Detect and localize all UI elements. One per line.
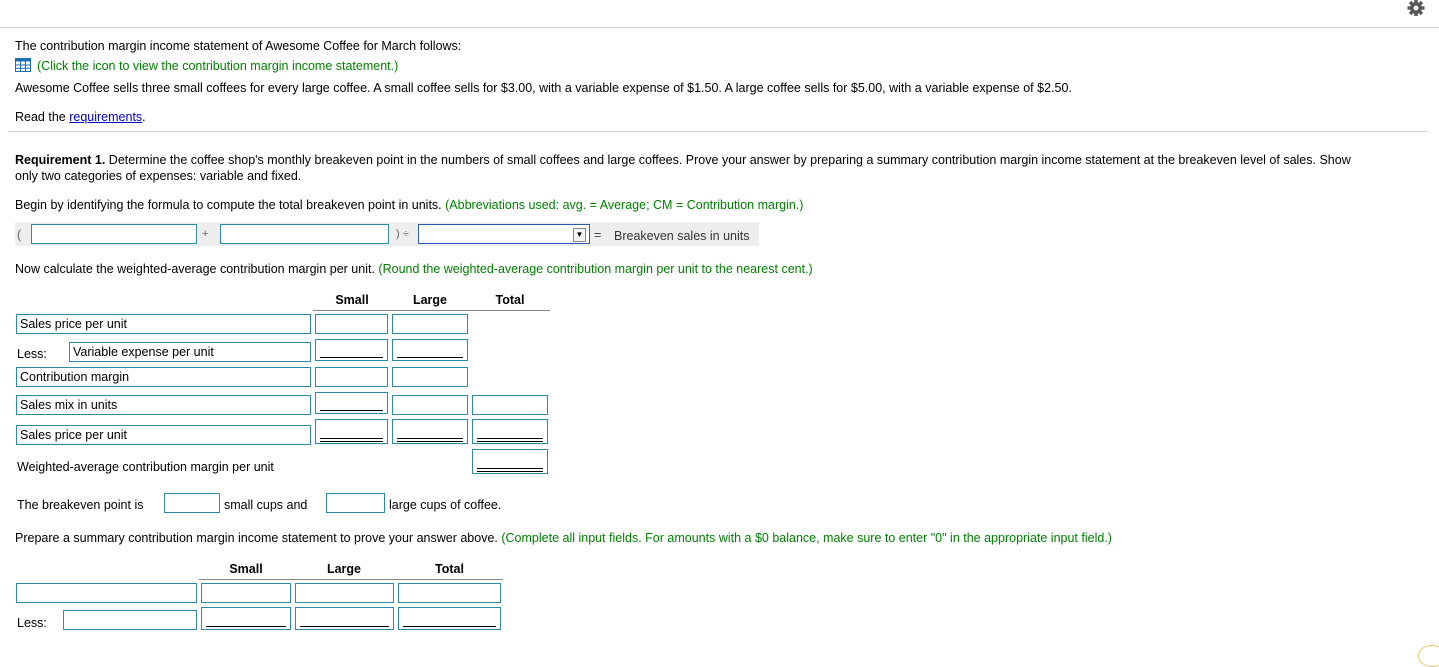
formula-input-1[interactable]	[31, 224, 197, 244]
plus-sign: +	[202, 228, 209, 240]
breakeven-mid: small cups and	[224, 498, 308, 512]
summary-header-underline	[199, 579, 503, 580]
col-total-header: Total	[495, 293, 525, 307]
breakeven-sales-label: Breakeven sales in units	[614, 229, 750, 243]
summary-row2-large-input[interactable]	[295, 607, 394, 630]
formula-input-2[interactable]	[220, 224, 389, 244]
total-row5-input[interactable]	[472, 419, 548, 444]
row-sales-mix-label[interactable]: Sales mix in units	[16, 395, 311, 415]
section-divider	[8, 131, 1428, 132]
small-sales-price-input[interactable]	[315, 314, 388, 334]
breakeven-suffix: large cups of coffee.	[389, 498, 502, 512]
summary-row1-label-input[interactable]	[16, 583, 197, 603]
large-row5-input[interactable]	[392, 419, 468, 444]
top-divider	[0, 27, 1439, 28]
breakeven-prefix: The breakeven point is	[17, 498, 144, 512]
header-underline	[313, 310, 550, 311]
intro-text: The contribution margin income statement of Awesome Coffee for March follows:	[15, 39, 462, 53]
summary-row1-large-input[interactable]	[295, 583, 394, 603]
large-contribution-margin-input[interactable]	[392, 367, 468, 387]
chevron-down-icon[interactable]: ▼	[573, 228, 586, 242]
large-variable-expense-input[interactable]	[392, 339, 468, 361]
row-contribution-margin-label[interactable]: Contribution margin	[16, 367, 311, 387]
summary-row1-total-input[interactable]	[398, 583, 501, 603]
requirement-1-text	[15, 153, 1425, 167]
table-icon[interactable]	[15, 58, 31, 72]
col-small-header: Small	[335, 293, 369, 307]
formula-prompt	[15, 198, 803, 212]
equals-sign: =	[594, 228, 602, 242]
small-row5-input[interactable]	[315, 419, 388, 444]
intro-details: Awesome Coffee sells three small coffees for every large coffee. A small coffee sells for $3.00, with a variable expense of $1.50. A large coffee sells for $5.00, with a variable expense of $2.50.	[15, 81, 1072, 95]
small-variable-expense-input[interactable]	[315, 339, 388, 361]
small-sales-mix-input[interactable]	[315, 392, 388, 414]
summary-row1-small-input[interactable]	[201, 583, 291, 603]
divide-sign: ) ÷	[396, 228, 409, 240]
income-statement-link[interactable]	[15, 58, 398, 73]
wacm-per-unit-label: Weighted-average contribution margin per unit	[17, 460, 274, 474]
formula-dropdown[interactable]	[418, 224, 590, 244]
requirements-link[interactable]: requirements	[69, 110, 143, 124]
requirement-1-body: Determine the coffee shop's monthly breakeven point in the numbers of small coffees and large coffees. Prove your answer by preparing a summary contribution margin income statement at the breakeven level of sales. Show	[105, 153, 1351, 167]
formula-prompt-text: Begin by identifying the formula to compute the total breakeven point in units.	[15, 198, 442, 212]
wacm-per-unit-input[interactable]	[472, 449, 548, 474]
wacm-prompt-text: Now calculate the weighted-average contribution margin per unit.	[15, 262, 375, 276]
summary-prompt	[15, 531, 1112, 545]
summary-hint: (Complete all input fields. For amounts with a $0 balance, make sure to enter "0" in the appropriate input field.)	[501, 531, 1112, 545]
summary-col-total-header: Total	[435, 562, 464, 576]
gear-icon[interactable]	[1405, 0, 1427, 16]
read-requirements	[15, 110, 146, 124]
total-sales-mix-input[interactable]	[472, 395, 548, 415]
paren-open: (	[17, 228, 22, 242]
summary-row2-small-input[interactable]	[201, 607, 291, 630]
read-suffix: .	[142, 110, 146, 124]
summary-less-label: Less:	[17, 616, 47, 630]
row-variable-expense-label[interactable]: Variable expense per unit	[69, 342, 311, 362]
large-sales-price-input[interactable]	[392, 314, 468, 334]
wacm-prompt	[15, 262, 813, 276]
row-sales-price-label[interactable]: Sales price per unit	[16, 314, 311, 334]
breakeven-small-input[interactable]	[164, 493, 220, 513]
large-sales-mix-input[interactable]	[392, 395, 468, 415]
summary-prompt-text: Prepare a summary contribution margin income statement to prove your answer above.	[15, 531, 498, 545]
summary-row2-label-input[interactable]	[63, 610, 197, 630]
help-badge[interactable]	[1418, 645, 1439, 667]
requirement-1-label: Requirement 1.	[15, 153, 106, 167]
breakeven-large-input[interactable]	[326, 493, 385, 513]
summary-col-large-header: Large	[326, 562, 362, 576]
formula-hint: (Abbreviations used: avg. = Average; CM = Contribution margin.)	[445, 198, 804, 212]
wacm-hint: (Round the weighted-average contribution margin per unit to the nearest cent.)	[378, 262, 813, 276]
less-label: Less:	[17, 347, 47, 361]
read-prefix: Read the	[15, 110, 70, 124]
summary-col-small-header: Small	[229, 562, 263, 576]
small-contribution-margin-input[interactable]	[315, 367, 388, 387]
summary-row2-total-input[interactable]	[398, 607, 501, 630]
income-statement-link-text[interactable]: (Click the icon to view the contribution margin income statement.)	[37, 59, 399, 73]
col-large-header: Large	[412, 293, 448, 307]
row-sales-price-2-label[interactable]: Sales price per unit	[16, 425, 311, 445]
requirement-1-body-2: only two categories of expenses: variable and fixed.	[15, 169, 302, 183]
